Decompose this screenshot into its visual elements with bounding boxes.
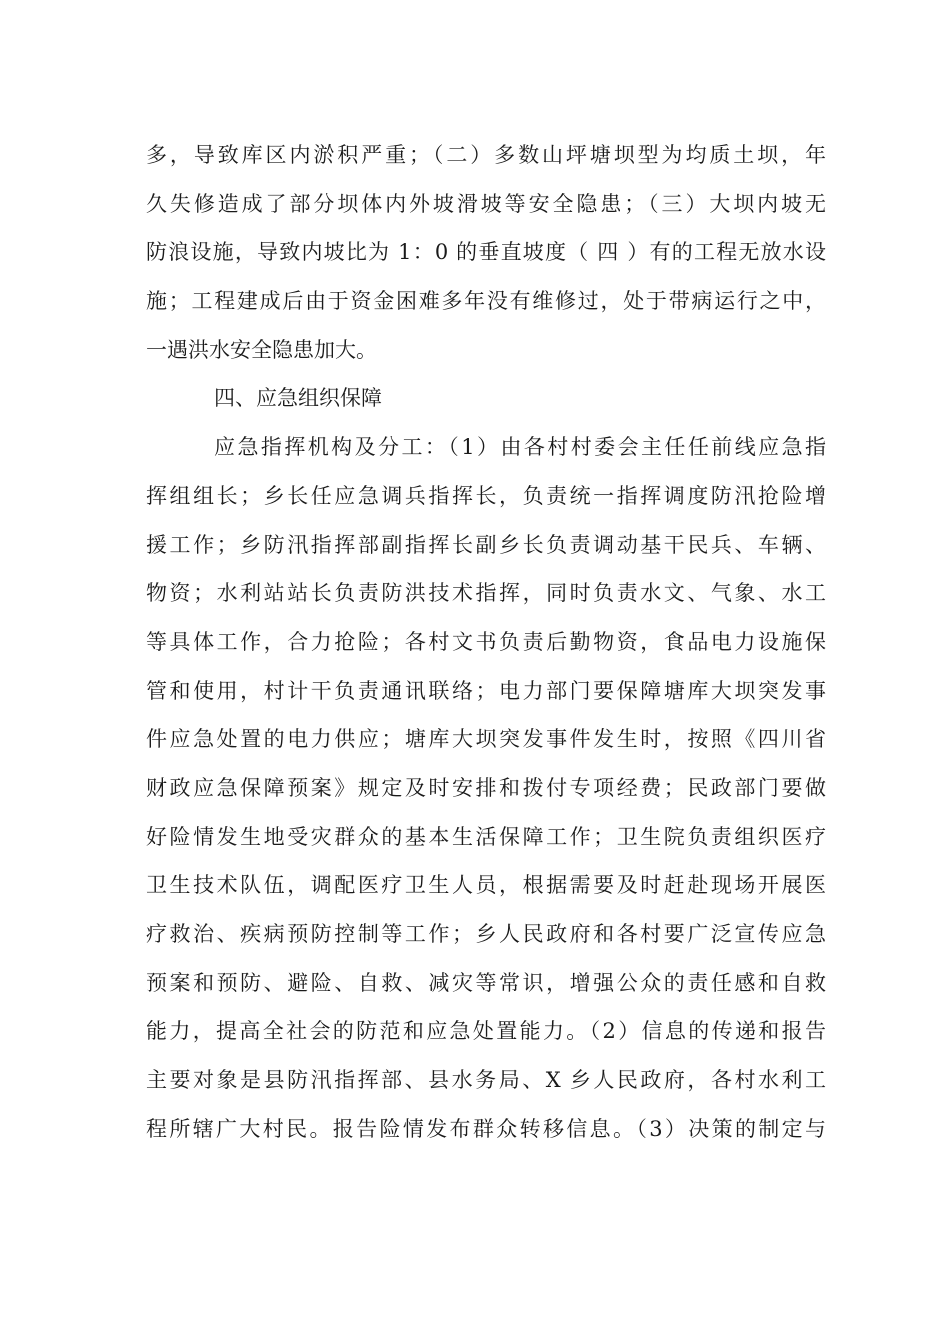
text-line: 财政应急保障预案》规定及时安排和拨付专项经费；民政部门要做 [146,775,826,800]
text-line: 应急指挥机构及分工：（1）由各村村委会主任任前线应急指 [214,435,826,460]
text-line: 预案和预防、避险、自救、减灾等常识，增强公众的责任感和自救 [146,970,826,995]
text-line: 好险情发生地受灾群众的基本生活保障工作；卫生院负责组织医疗 [146,824,826,849]
text-line: 援工作；乡防汛指挥部副指挥长副乡长负责调动基干民兵、车辆、 [146,532,826,557]
text-line: 件应急处置的电力供应；塘库大坝突发事件发生时，按照《四川省 [146,727,826,752]
text-line: 施；工程建成后由于资金困难多年没有维修过，处于带病运行之中， [146,289,826,314]
text-line: 四、应急组织保障 [214,386,383,411]
document-body [146,131,826,1153]
text-line: 挥组组长；乡长任应急调兵指挥长，负责统一指挥调度防汛抢险增 [146,483,826,508]
text-line: 久失修造成了部分坝体内外坡滑坡等安全隐患；（三）大坝内坡无 [146,191,826,216]
text-line: 物资；水利站站长负责防洪技术指挥，同时负责水文、气象、水工 [146,581,826,606]
text-line: 能力，提高全社会的防范和应急处置能力。（2）信息的传递和报告 [146,1019,826,1044]
text-line: 卫生技术队伍，调配医疗卫生人员，根据需要及时赶赴现场开展医 [146,873,826,898]
text-line: 管和使用，村计干负责通讯联络；电力部门要保障塘库大坝突发事 [146,678,826,703]
text-line: 防浪设施，导致内坡比为 1：0 的垂直坡度（ 四 ）有的工程无放水设 [146,240,826,265]
text-line: 程所辖广大村民。报告险情发布群众转移信息。（3）决策的制定与 [146,1116,826,1141]
text-line: 疗救治、疾病预防控制等工作；乡人民政府和各村要广泛宣传应急 [146,922,826,946]
text-line: 多，导致库区内淤积严重；（二）多数山坪塘坝型为均质土坝，年 [146,143,826,167]
text-line: 一遇洪水安全隐患加大。 [146,337,377,362]
text-line: 等具体工作，合力抢险；各村文书负责后勤物资，食品电力设施保 [146,629,826,654]
text-line: 主要对象是县防汛指挥部、县水务局、X 乡人民政府，各村水利工 [146,1068,826,1093]
